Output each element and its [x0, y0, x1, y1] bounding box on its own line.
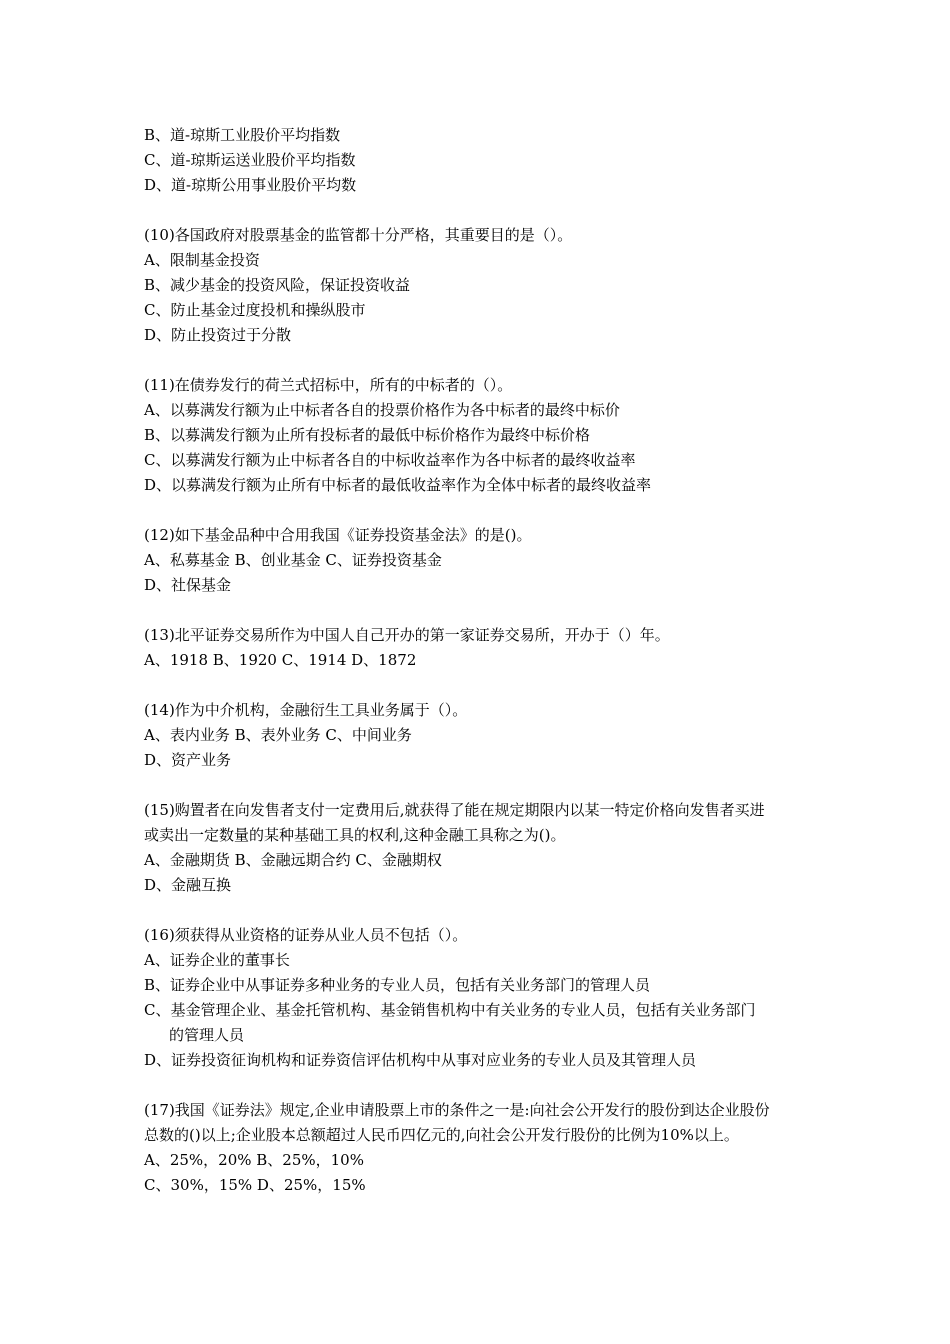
- question-16: (16)须获得从业资格的证券从业人员不包括（）。: [144, 926, 468, 944]
- spacer: [144, 198, 824, 223]
- option-16c-line2: 的管理人员: [169, 1026, 245, 1044]
- spacer: [144, 498, 824, 523]
- question-14: (14)作为中介机构，金融衍生工具业务属于（）。: [144, 701, 468, 719]
- spacer: [144, 348, 824, 373]
- question-17-line2: 总数的()以上;企业股本总额超过人民币四亿元的,向社会公开发行股份的比例为10%以上。: [144, 1126, 739, 1144]
- option-10a: A、限制基金投资: [144, 251, 260, 269]
- option-16a: A、证券企业的董事长: [144, 951, 290, 969]
- option-12abc: A、私募基金 B、创业基金 C、证券投资基金: [144, 551, 442, 569]
- question-17-line1: (17)我国《证券法》规定,企业申请股票上市的条件之一是:向社会公开发行的股份到达企业股份: [144, 1101, 770, 1119]
- option-15d: D、金融互换: [144, 876, 232, 894]
- question-15-line2: 或卖出一定数量的某种基础工具的权利,这种金融工具称之为()。: [144, 826, 566, 844]
- option-17ab: A、25%，20% B、25%，10%: [144, 1151, 364, 1169]
- question-11: (11)在债券发行的荷兰式招标中，所有的中标者的（）。: [144, 376, 513, 394]
- option-11d: D、以募满发行额为止所有中标者的最低收益率作为全体中标者的最终收益率: [144, 476, 652, 494]
- option-13abcd: A、1918 B、1920 C、1914 D、1872: [144, 651, 417, 669]
- option-16c-line1: C、基金管理企业、基金托管机构、基金销售机构中有关业务的专业人员，包括有关业务部门: [144, 1001, 756, 1019]
- spacer: [144, 898, 824, 923]
- option-14d: D、资产业务: [144, 751, 232, 769]
- option-9d: D、道-琼斯公用事业股价平均数: [144, 176, 357, 194]
- question-15-line1: (15)购置者在向发售者支付一定费用后,就获得了能在规定期限内以某一特定价格向发售者买进: [144, 801, 765, 819]
- question-10: (10)各国政府对股票基金的监管都十分严格，其重要目的是（）。: [144, 226, 573, 244]
- option-10b: B、减少基金的投资风险，保证投资收益: [144, 276, 411, 294]
- option-10c: C、防止基金过度投机和操纵股市: [144, 301, 366, 319]
- option-12d: D、社保基金: [144, 576, 232, 594]
- option-16d: D、证券投资征询机构和证券资信评估机构中从事对应业务的专业人员及其管理人员: [144, 1051, 697, 1069]
- option-9b: B、道-琼斯工业股价平均指数: [144, 126, 341, 144]
- option-11a: A、以募满发行额为止中标者各自的投票价格作为各中标者的最终中标价: [144, 401, 620, 419]
- option-14abc: A、表内业务 B、表外业务 C、中间业务: [144, 726, 412, 744]
- spacer: [144, 598, 824, 623]
- option-10d: D、防止投资过于分散: [144, 326, 292, 344]
- option-11b: B、以募满发行额为止所有投标者的最低中标价格作为最终中标价格: [144, 426, 591, 444]
- option-9c: C、道-琼斯运送业股价平均指数: [144, 151, 356, 169]
- document-body: [144, 123, 824, 1198]
- option-15abc: A、金融期货 B、金融远期合约 C、金融期权: [144, 851, 442, 869]
- option-17cd: C、30%，15% D、25%，15%: [144, 1176, 366, 1194]
- spacer: [144, 773, 824, 798]
- spacer: [144, 673, 824, 698]
- option-16b: B、证券企业中从事证券多种业务的专业人员，包括有关业务部门的管理人员: [144, 976, 651, 994]
- question-13: (13)北平证券交易所作为中国人自己开办的第一家证券交易所，开办于（）年。: [144, 626, 670, 644]
- question-12: (12)如下基金品种中合用我国《证券投资基金法》的是()。: [144, 526, 532, 544]
- option-11c: C、以募满发行额为止中标者各自的中标收益率作为各中标者的最终收益率: [144, 451, 636, 469]
- spacer: [144, 1073, 824, 1098]
